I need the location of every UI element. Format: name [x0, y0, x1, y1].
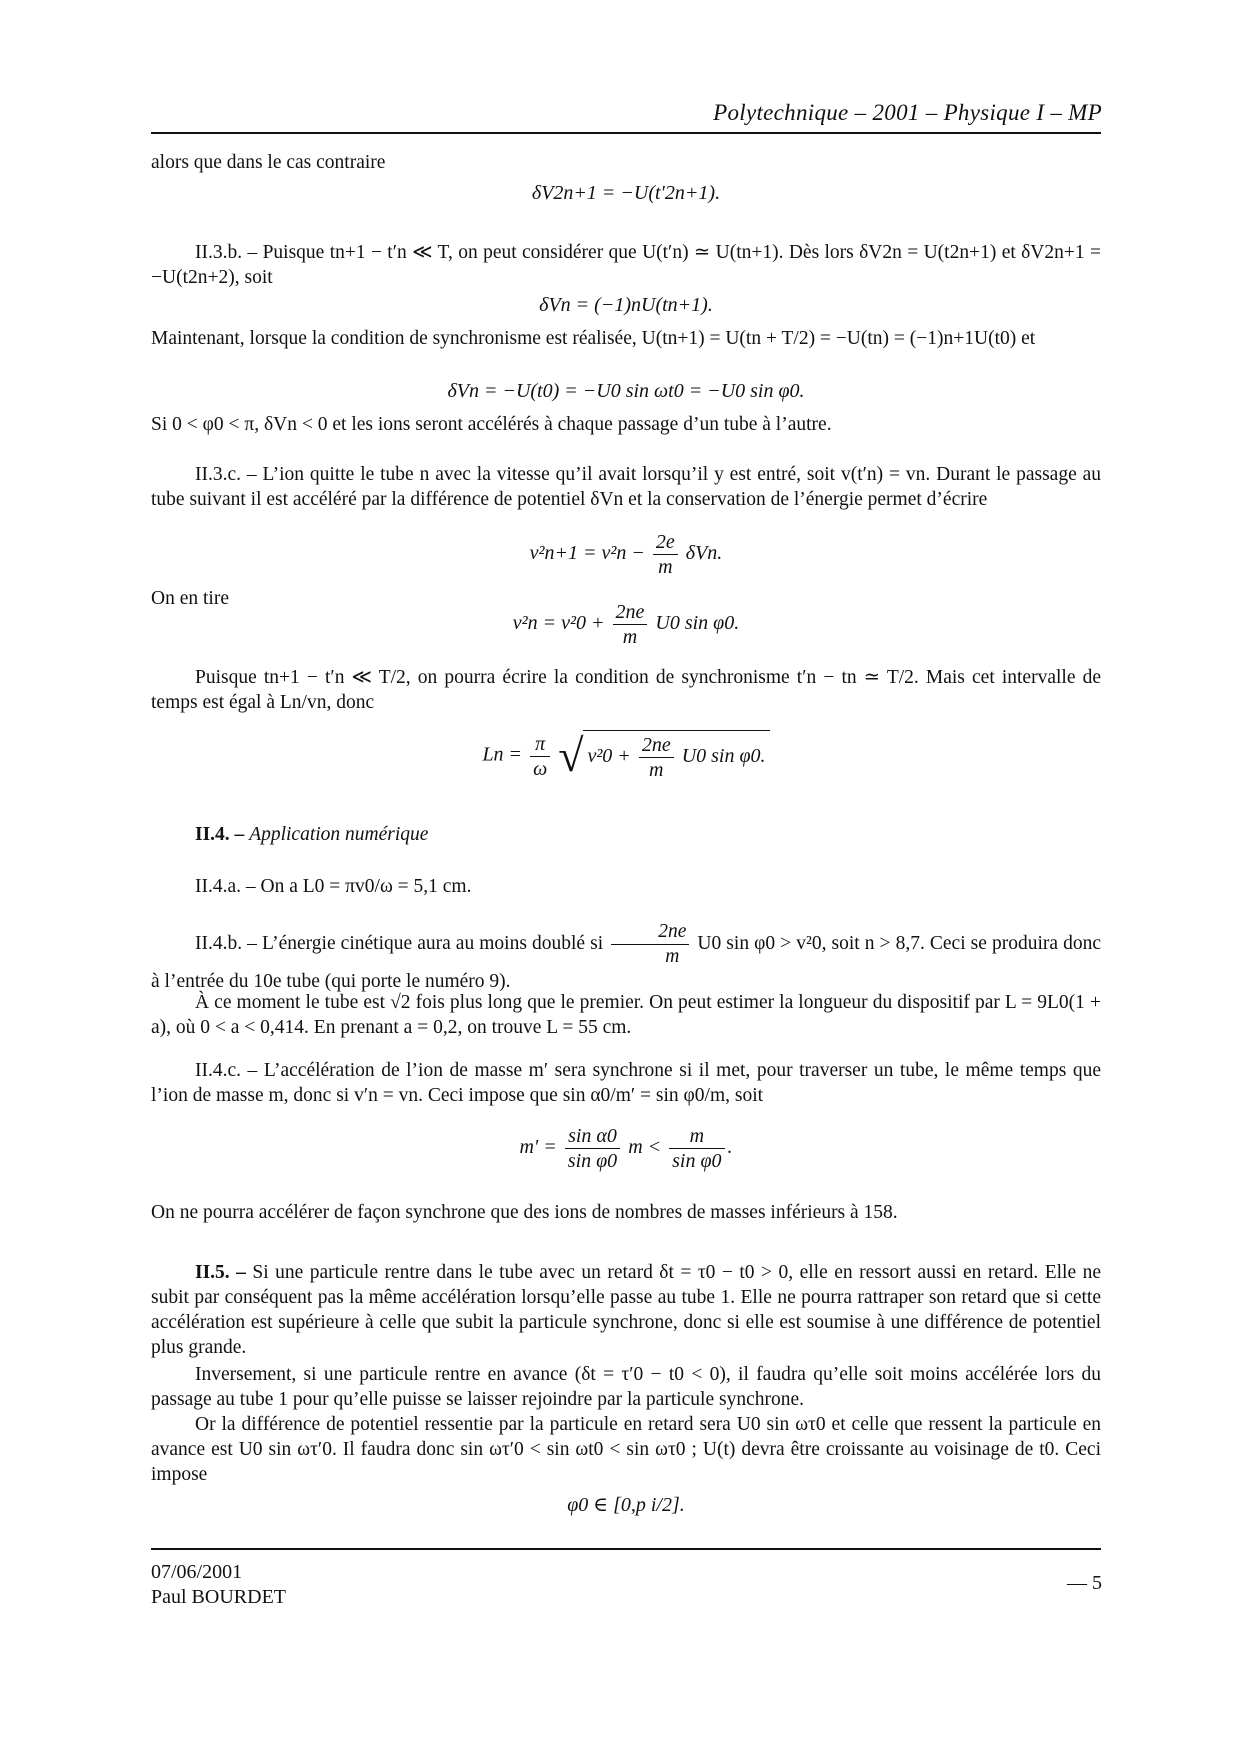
- fraction: [669, 1124, 724, 1173]
- section-text: Si une particule rentre dans le tube avec un retard δt = τ0 − t0 > 0, elle en ressort aussi en retard. Elle ne subit par conséquent pas la même accélération lorsqu’elle passe au tube 1. Elle ne pourra rattraper son retard que si cette accélération est supérieure à celle que subit la particule synchrone, donc si elle est soumise à une différence de potentiel plus grande.: [151, 1262, 1102, 1358]
- header-title: Polytechnique – 2001 – Physique I – MP: [713, 100, 1102, 125]
- equation-mass: [151, 1124, 1101, 1173]
- denominator: ω: [533, 757, 548, 780]
- footer-left: [151, 1560, 286, 1610]
- denominator: sin φ0: [567, 1150, 618, 1172]
- section-text: U0 sin φ0 > v²0, soit n > 8,7. Ceci se produira donc à l’entrée du 10e tube (qui porte le numéro 9).: [151, 932, 1102, 992]
- section-ii3c-para3: Puisque tn+1 − t′n ≪ T/2, on pourra écrire la condition de synchronisme t′n − tn ≃ T/2. Mais cet intervalle de temps est égal à Ln/vn, donc: [151, 667, 1101, 713]
- eq-part: m′ =: [519, 1136, 557, 1159]
- equation-phi0: φ0 ∈ [0,p i/2].: [567, 1494, 685, 1516]
- eq-part: v²n = v²0 +: [512, 612, 605, 635]
- section-label: II.4.b. –: [195, 932, 257, 954]
- section-ii4a: [151, 874, 1101, 899]
- radical-sign: √: [558, 730, 584, 781]
- page-number: — 5: [1067, 1572, 1102, 1594]
- section-ii4b-para2: À ce moment le tube est √2 fois plus long que le premier. On peut estimer la longueur du dispositif par L = 9L0(1 + a), où 0 < a < 0,414. En prenant a = 0,2, on trouve L = 55 cm.: [151, 992, 1101, 1038]
- fraction: [613, 600, 648, 649]
- section-text: L’énergie cinétique aura au moins doublé si: [261, 932, 604, 954]
- section-text: On a L0 = πv0/ω = 5,1 cm.: [260, 876, 472, 897]
- fraction: [639, 733, 674, 782]
- section-label: II.4.a. –: [195, 876, 256, 897]
- section-label: II.4. –: [195, 824, 245, 845]
- eq-part: δVn.: [685, 542, 723, 565]
- section-ii5-para2: Inversement, si une particule rentre en avance (δt = τ′0 − t0 < 0), il faudra qu’elle soit moins accélérée lors du passage au tube 1 pour qu’elle puisse se laisser rejoindre par la particule synchrone.: [151, 1364, 1101, 1410]
- section-ii3c-para2: On en tire: [151, 588, 229, 609]
- section-ii3b-para1: [151, 240, 1101, 290]
- denominator: m: [649, 759, 664, 781]
- square-root: [558, 730, 769, 782]
- denominator: m: [665, 946, 680, 967]
- section-ii5-para3: Or la différence de potentiel ressentie par la particule en retard sera U0 sin ωτ0 et celle que ressent la particule en avance est U0 sin ωτ′0. Il faudra donc sin ωτ′0 < sin ωt0 < sin ωτ0 ; U(t) devra être croissante au voisinage de t0. Ceci impose: [151, 1414, 1101, 1485]
- section-label: II.5. –: [195, 1262, 246, 1283]
- numerator: 2ne: [613, 600, 648, 625]
- section-text: Puisque tn+1 − t′n ≪ T, on peut considérer que U(t′n) ≃ U(tn+1). Dès lors δV2n = U(t2n+1) et δV2n+1 = −U(t2n+2), soit: [151, 242, 1101, 288]
- numerator: π: [530, 732, 550, 757]
- eq-part: Ln =: [482, 743, 523, 766]
- equation-dvn: δVn = (−1)nU(tn+1).: [539, 294, 713, 316]
- section-label: II.4.c. –: [195, 1060, 258, 1081]
- equation-ln: [151, 730, 1101, 782]
- equation-vn2: [151, 600, 1101, 649]
- equation-dvn-sin: δVn = −U(t0) = −U0 sin ωt0 = −U0 sin φ0.: [447, 380, 805, 402]
- fraction: [653, 530, 678, 579]
- section-ii5-para1: [151, 1260, 1101, 1360]
- radicand: [583, 730, 769, 782]
- eq-part: m <: [628, 1136, 662, 1159]
- fraction: [530, 732, 550, 781]
- numerator: 2ne: [611, 920, 689, 945]
- section-label: II.3.c. –: [195, 464, 257, 485]
- section-ii4c-para1: [151, 1058, 1101, 1108]
- header-rule: [151, 132, 1101, 134]
- footer-rule: [151, 1548, 1101, 1550]
- section-label: II.3.b. –: [195, 242, 258, 263]
- section-ii3b-para2: Maintenant, lorsque la condition de synchronisme est réalisée, U(tn+1) = U(tn + T/2) = −U(tn) = (−1)n+1U(t0) et: [151, 328, 1036, 349]
- numerator: m: [669, 1124, 724, 1149]
- section-ii3b-para3: Si 0 < φ0 < π, δVn < 0 et les ions seront accélérés à chaque passage d’un tube à l’autre.: [151, 414, 832, 435]
- equation-energy: [151, 530, 1101, 579]
- eq-part: U0 sin φ0.: [655, 612, 740, 635]
- eq-part: v²0 +: [587, 745, 631, 768]
- section-ii4c-para2: On ne pourra accélérer de façon synchrone que des ions de nombres de masses inférieurs à 158.: [151, 1202, 898, 1223]
- fraction: [611, 920, 689, 969]
- denominator: m: [622, 626, 638, 648]
- eq-part: .: [727, 1136, 733, 1159]
- section-text: L’ion quitte le tube n avec la vitesse qu’il avait lorsqu’il y est entré, soit v(t′n) = vn. Durant le passage au tube suivant il est accéléré par la différence de potentiel δVn et la conservation de l’énergie permet d’écrire: [151, 464, 1101, 510]
- denominator: sin φ0: [672, 1150, 722, 1172]
- section-ii3c-para1: [151, 462, 1101, 512]
- numerator: 2ne: [639, 733, 674, 758]
- eq-part: U0 sin φ0.: [681, 745, 766, 768]
- numerator: 2e: [653, 530, 678, 555]
- numerator: sin α0: [565, 1124, 620, 1149]
- intro-paragraph: alors que dans le cas contraire: [151, 152, 386, 173]
- eq-part: v²n+1 = v²n −: [529, 542, 645, 565]
- equation-dv2n1: δV2n+1 = −U(t′2n+1).: [531, 182, 721, 204]
- denominator: m: [658, 556, 673, 578]
- footer-date: 07/06/2001: [151, 1561, 243, 1583]
- fraction: [565, 1124, 620, 1173]
- section-text: L’accélération de l’ion de masse m′ sera synchrone si il met, pour traverser un tube, le même temps que l’ion de masse m, donc si v′n = vn. Ceci impose que sin α0/m′ = sin φ0/m, soit: [151, 1060, 1101, 1106]
- footer-author: Paul BOURDET: [151, 1586, 286, 1608]
- section-ii4b-para1: [151, 920, 1101, 994]
- section-title: Application numérique: [249, 824, 429, 845]
- section-ii4-heading: [151, 822, 1101, 847]
